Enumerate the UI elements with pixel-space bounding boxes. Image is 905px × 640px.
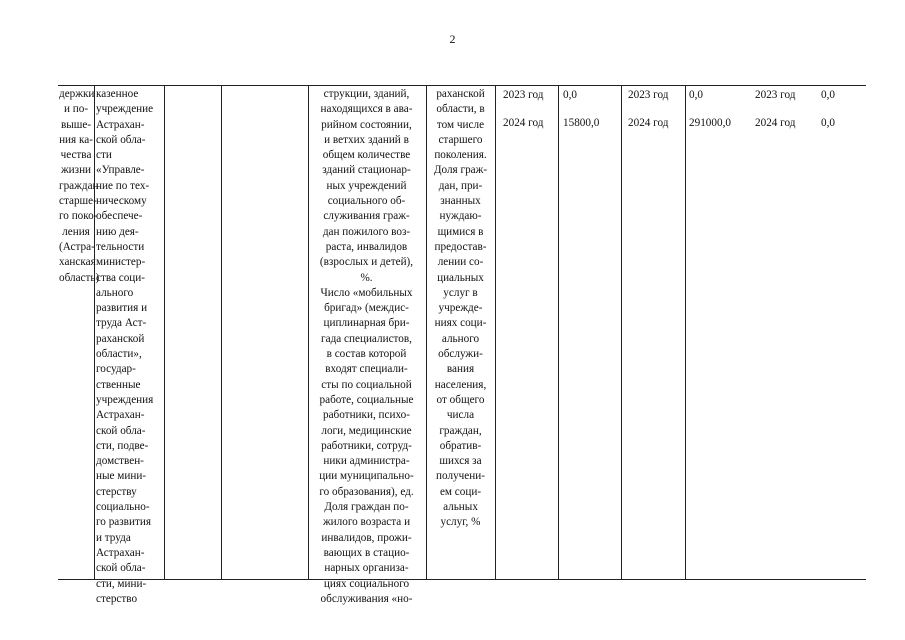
text-line: граждан, xyxy=(439,424,482,437)
text-line: и по- xyxy=(63,103,89,116)
text-line: альных xyxy=(443,501,478,514)
text-line: жизни xyxy=(60,164,92,177)
funding-year: 2024 год xyxy=(503,117,544,129)
text-line: раханской xyxy=(436,88,485,100)
text-line: дан, при- xyxy=(438,179,483,192)
column-divider xyxy=(621,86,622,579)
text-line: работники, психо- xyxy=(322,409,410,422)
text-line: старше- xyxy=(59,195,97,208)
text-line: работе, социальные xyxy=(319,393,414,406)
text-line: Доля граждан по- xyxy=(324,501,409,514)
text-line: выше- xyxy=(60,118,92,131)
funding-year: 2024 год xyxy=(628,117,669,129)
text-line: предостав- xyxy=(434,240,487,253)
text-line: сти xyxy=(96,149,112,162)
text-line: чества xyxy=(60,149,92,162)
text-line: ской обла- xyxy=(96,133,146,146)
text-line: лении со- xyxy=(437,256,484,269)
text-line: тельности xyxy=(96,240,145,253)
text-line: го развития xyxy=(96,516,151,529)
text-line: том числе xyxy=(436,118,485,131)
text-line: в состав которой xyxy=(326,348,407,361)
text-line: вания xyxy=(446,363,475,376)
text-line: труда Аст- xyxy=(96,317,147,330)
text-line: знанных xyxy=(440,195,481,208)
text-line: щимися в xyxy=(437,225,484,238)
text-line: сти, подве- xyxy=(96,439,149,452)
text-line: министер- xyxy=(96,256,146,269)
text-line: стерство xyxy=(96,592,138,605)
funding-value: 291000,0 xyxy=(689,117,731,129)
text-line: учрежде- xyxy=(438,302,483,315)
funding-value: 0,0 xyxy=(689,89,703,101)
text-line: служивания граж- xyxy=(323,210,410,223)
page-number: 2 xyxy=(449,32,456,46)
text-line: обеспече- xyxy=(96,210,143,223)
column-divider xyxy=(495,86,496,579)
text-line: работники, сотруд- xyxy=(321,439,412,452)
text-line: услуг в xyxy=(443,286,478,299)
funding-value: 15800,0 xyxy=(563,117,600,129)
text-line: ных учреждений xyxy=(326,179,407,192)
text-line: циях социального xyxy=(323,577,410,590)
text-line: го поко- xyxy=(59,210,98,223)
column-divider xyxy=(164,86,165,579)
text-line: ской обла- xyxy=(96,562,146,575)
text-line: ального xyxy=(441,332,480,345)
text-line: Астрахан- xyxy=(96,409,145,422)
text-line: старшего xyxy=(438,133,483,146)
text-line: получени- xyxy=(436,470,485,483)
text-line: сты по социальной xyxy=(321,378,412,391)
text-line: ления xyxy=(62,225,90,238)
text-line: находящихся в ава- xyxy=(320,103,413,116)
text-line: ции муниципально- xyxy=(319,470,414,483)
text-line: ской обла- xyxy=(96,424,146,437)
text-line: числа xyxy=(446,409,475,422)
text-line: Число «мобильных xyxy=(320,286,413,299)
text-line: бригад» (междис- xyxy=(324,302,409,315)
text-line: общем количестве xyxy=(322,149,411,162)
text-line: (Астра- xyxy=(59,240,95,253)
text-line: ники администра- xyxy=(323,455,410,468)
funding-value: 0,0 xyxy=(563,89,577,101)
executor-cell xyxy=(96,87,164,607)
text-line: нарных организа- xyxy=(324,562,409,575)
text-line: Доля граж- xyxy=(433,164,488,177)
text-line: казенное xyxy=(96,88,139,100)
funding-value: 0,0 xyxy=(821,89,835,101)
funding-year: 2024 год xyxy=(755,117,796,129)
text-line: нуждаю- xyxy=(439,210,482,223)
column-divider xyxy=(94,86,95,579)
text-line: зданий стационар- xyxy=(322,164,411,177)
funding-year: 2023 год xyxy=(503,89,544,101)
text-line: ниях соци- xyxy=(434,317,487,330)
text-line: поколения. xyxy=(434,149,487,162)
text-line: области, в xyxy=(436,103,485,116)
text-line: граждан xyxy=(59,179,99,192)
text-line: струкции, зданий, xyxy=(323,88,410,100)
text-line: и ветхих зданий в xyxy=(324,133,409,146)
column-divider xyxy=(685,86,686,579)
text-line: социально- xyxy=(96,501,150,514)
text-line: «Управле- xyxy=(96,164,145,177)
text-line: учреждение xyxy=(96,103,154,116)
result-cell xyxy=(429,87,492,531)
text-line: развития и xyxy=(96,302,148,315)
text-line: вающих в стацио- xyxy=(323,546,410,559)
text-line: раста, инвалидов xyxy=(325,240,408,253)
text-line: обратив- xyxy=(439,439,482,452)
text-line: государ- xyxy=(96,363,136,376)
text-line: обслужи- xyxy=(438,348,483,361)
funding-value: 0,0 xyxy=(821,117,835,129)
indicator-cell xyxy=(309,87,424,607)
text-line: циальных xyxy=(437,271,484,284)
text-line: го образования), ед. xyxy=(319,485,414,498)
column-divider xyxy=(558,86,559,579)
text-line: ханская xyxy=(59,256,96,269)
text-line: населения, xyxy=(434,378,487,391)
text-line: ем соци- xyxy=(439,485,482,498)
text-line: держки xyxy=(59,88,95,100)
text-line: обслуживания «но- xyxy=(320,592,413,605)
text-line: шихся за xyxy=(439,455,482,468)
text-line: область) xyxy=(59,271,100,284)
text-line: ства соци- xyxy=(96,271,146,284)
text-line: социального об- xyxy=(327,195,406,208)
text-line: домствен- xyxy=(96,455,144,468)
text-line: дан пожилого воз- xyxy=(322,225,411,238)
text-line: Астрахан- xyxy=(96,546,145,559)
text-line: логи, медицинские xyxy=(321,424,412,437)
column-divider xyxy=(221,86,222,579)
funding-year: 2023 год xyxy=(628,89,669,101)
text-line: инвалидов, прожи- xyxy=(321,531,412,544)
text-line: ние по тех- xyxy=(96,179,150,192)
text-line: %. xyxy=(360,271,373,284)
text-line: нию дея- xyxy=(96,225,139,238)
text-line: рийном состоянии, xyxy=(321,118,412,131)
text-line: и труда xyxy=(96,531,131,544)
column-divider xyxy=(426,86,427,579)
text-line: ального xyxy=(96,286,134,299)
text-line: входят специали- xyxy=(325,363,408,376)
funding-year: 2023 год xyxy=(755,89,796,101)
goal-cell xyxy=(59,87,100,286)
text-line: стерству xyxy=(96,485,137,498)
text-line: услуг, % xyxy=(440,516,481,529)
text-line: циплинарная бри- xyxy=(323,317,410,330)
text-line: ния ка- xyxy=(59,133,93,146)
text-line: от общего xyxy=(436,393,485,406)
text-line: Астрахан- xyxy=(96,118,145,131)
text-line: ственные xyxy=(96,378,141,391)
text-line: (взрослых и детей), xyxy=(319,256,414,269)
text-line: учреждения xyxy=(96,393,154,406)
program-table xyxy=(58,85,866,605)
text-line: раханской xyxy=(96,332,145,345)
text-line: ническому xyxy=(96,195,147,208)
text-line: сти, мини- xyxy=(96,577,147,590)
text-line: ные мини- xyxy=(96,470,147,483)
text-line: жилого возраста и xyxy=(322,516,411,529)
text-line: гада специалистов, xyxy=(321,332,412,345)
text-line: области», xyxy=(96,348,142,361)
